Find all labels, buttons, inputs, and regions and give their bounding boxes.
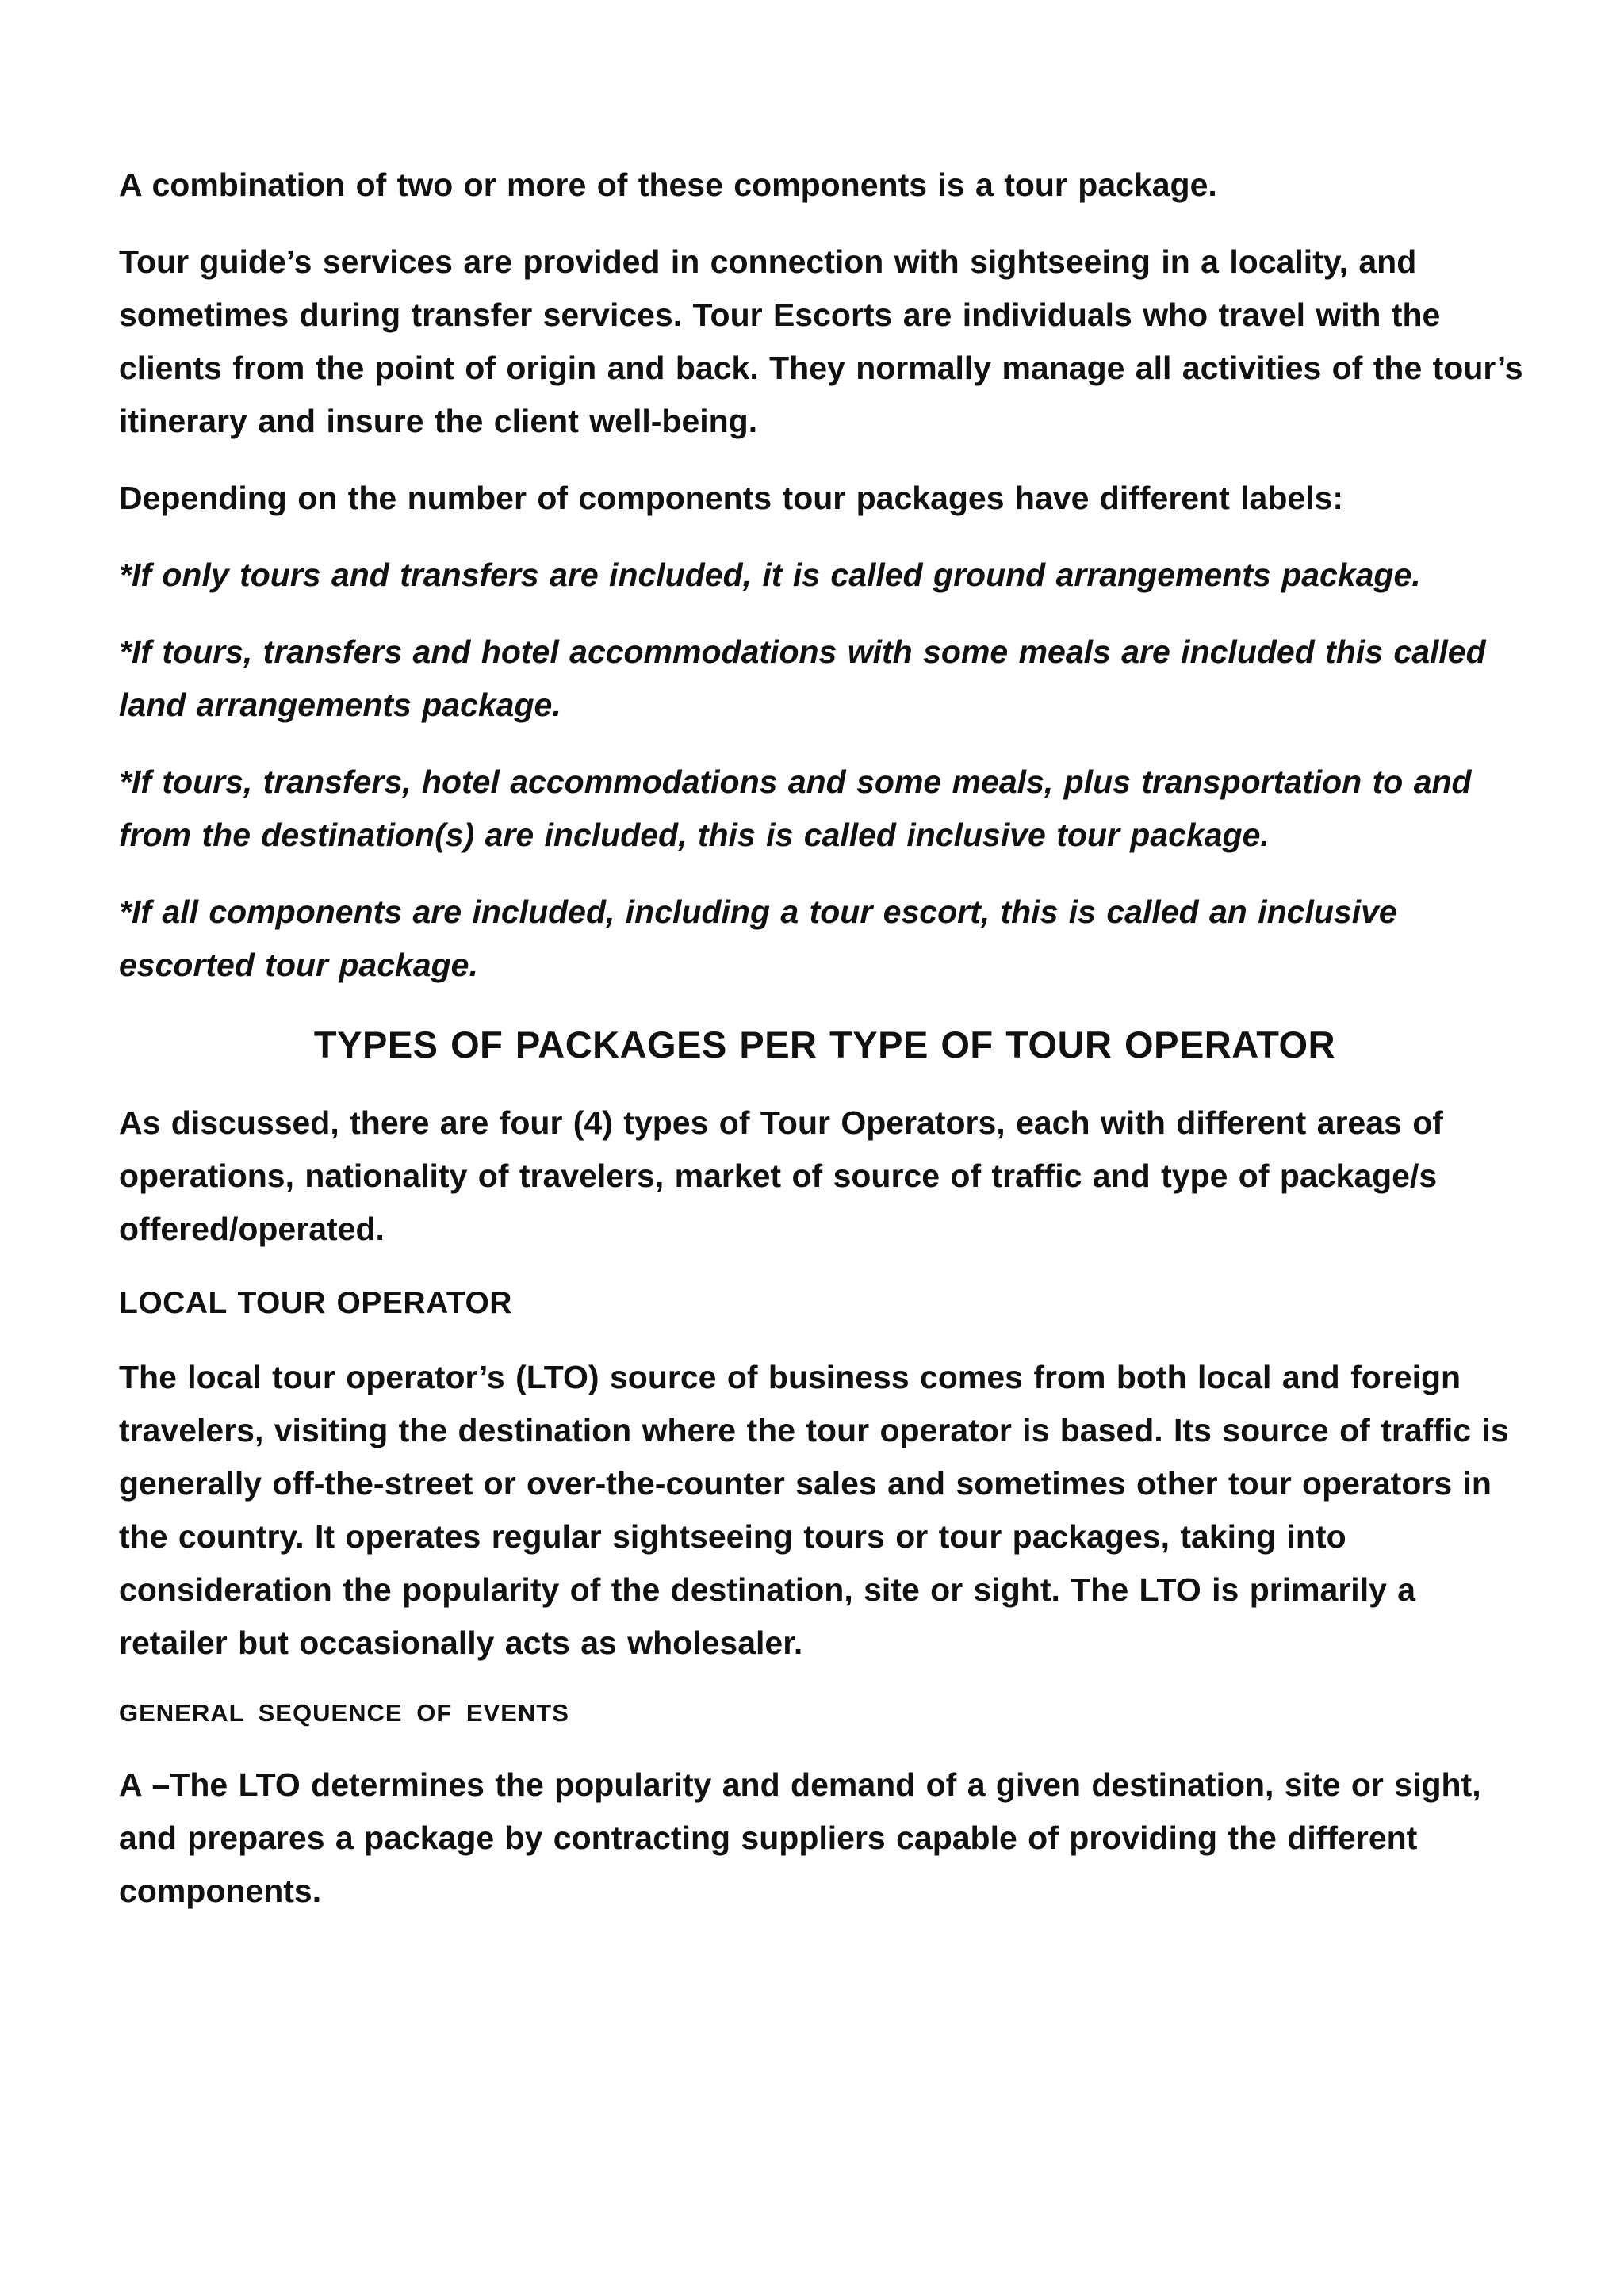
- label-land-arrangements: *If tours, transfers and hotel accommodations with some meals are included this called land arrangements package.: [119, 633, 1486, 723]
- local-tour-operator-heading: LOCAL TOUR OPERATOR: [119, 1286, 512, 1320]
- tour-guide-paragraph: Tour guide’s services are provided in connection with sightseeing in a locality, and sometimes during transfer services. Tour Escorts are individuals who travel with the clients from the point of origin and back. They normally manage all activities of the tour’s itinerary and insure the client well-being.: [119, 243, 1523, 439]
- sequence-heading: GENERAL SEQUENCE OF EVENTS: [119, 1699, 569, 1727]
- local-tour-operator-paragraph: The local tour operator’s (LTO) source of business comes from both local and foreign travelers, visiting the destination where the tour operator is based. Its source of traffic is generally off-the-street or over-the-counter sales and sometimes other tour operators in the country. It operates regular sightseeing tours or tour packages, taking into consideration the popularity of the destination, site or sight. The LTO is primarily a retailer but occasionally acts as wholesaler.: [119, 1359, 1509, 1661]
- sequence-step-a: A –The LTO determines the popularity and demand of a given destination, site or sight, and prepares a package by contracting suppliers capable of providing the different components.: [119, 1766, 1481, 1909]
- labels-intro-paragraph: Depending on the number of components tour packages have different labels:: [119, 480, 1344, 516]
- intro-sentence: A combination of two or more of these components is a tour package.: [119, 166, 1217, 203]
- label-inclusive-escorted-tour: *If all components are included, including a tour escort, this is called an inclusive escorted tour package.: [119, 894, 1397, 983]
- section-intro-paragraph: As discussed, there are four (4) types of Tour Operators, each with different areas of operations, nationality of travelers, market of source of traffic and type of package/s offered/operated.: [119, 1104, 1443, 1247]
- document-page: [119, 159, 1530, 1918]
- section-heading: TYPES OF PACKAGES PER TYPE OF TOUR OPERATOR: [313, 1024, 1336, 1066]
- label-ground-arrangements: *If only tours and transfers are included, it is called ground arrangements package.: [119, 557, 1421, 593]
- label-inclusive-tour: *If tours, transfers, hotel accommodations and some meals, plus transportation to and from the destination(s) are included, this is called inclusive tour package.: [119, 763, 1472, 853]
